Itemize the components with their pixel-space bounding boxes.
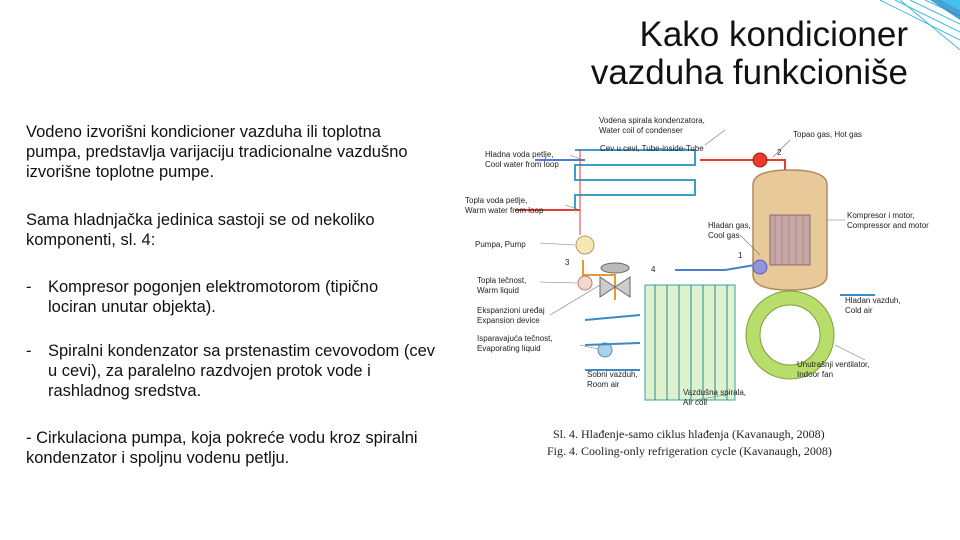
intro-paragraph — [26, 122, 446, 182]
label-pump: Pumpa, Pump — [475, 240, 526, 249]
label-number-4: 4 — [651, 265, 656, 274]
label-number-2: 2 — [777, 148, 782, 157]
label-number-1: 1 — [738, 251, 743, 260]
title-line-2: vazduha funkcioniše — [590, 53, 908, 92]
label-cool-gas-2: Cool gas — [708, 231, 740, 240]
paragraph-3: - Cirkulaciona pumpa, koja pokreće vodu kroz spiralni kondenzator i spoljnu vodenu petlju. — [26, 429, 418, 467]
pump — [576, 236, 594, 254]
label-number-3: 3 — [565, 258, 570, 267]
label-warm-water-2: Warm water from loop — [465, 206, 544, 215]
refrigeration-cycle-diagram — [455, 105, 955, 475]
suction-pipe — [675, 265, 755, 270]
label-expansion-2: Expansion device — [477, 316, 540, 325]
label-room-air-2: Room air — [587, 380, 620, 389]
label-room-air-1: Sobni vazduh, — [587, 370, 638, 379]
air-coil — [645, 285, 735, 400]
water-coil-condenser — [575, 150, 695, 235]
label-air-coil-1: Vazdušna spirala, — [683, 388, 746, 397]
label-cold-air-2: Cold air — [845, 306, 873, 315]
hot-gas-marker — [753, 153, 767, 167]
label-evaporating-1: Isparavajuća tečnost, — [477, 334, 553, 343]
label-fan-2: Indoor fan — [797, 370, 834, 379]
caption-english: Fig. 4. Cooling-only refrigeration cycle (Kavanaugh, 2008) — [547, 444, 832, 458]
label-cold-air-1: Hladan vazduh, — [845, 296, 901, 305]
label-cold-water-2: Cool water from loop — [485, 160, 559, 169]
label-hot-gas: Topao gas, Hot gas — [793, 130, 862, 139]
label-compressor-1: Kompresor i motor, — [847, 211, 915, 220]
label-air-coil-2: Air coil — [683, 398, 708, 407]
components-paragraph — [26, 210, 446, 250]
label-compressor-2: Compressor and motor — [847, 221, 929, 230]
label-cold-water-1: Hladna voda petlje, — [485, 150, 554, 159]
bullet-text: Kompresor pogonjen elektromotorom (tipično lociran unutar objekta). — [48, 278, 379, 316]
bullet-dash: - — [26, 278, 32, 296]
label-fan-1: Unutrašnji ventilator, — [797, 360, 870, 369]
warm-liquid-marker — [578, 276, 592, 290]
bullet-text: Spiralni kondenzator sa prstenastim cevovodom (cev u cevi), za paralelno razdvojen protok vode i rashladnog sredstva. — [48, 342, 436, 400]
label-expansion-1: Ekspanzioni uređaj — [477, 306, 545, 315]
pump-paragraph — [26, 428, 446, 468]
label-evaporating-2: Evaporating liquid — [477, 344, 541, 353]
paragraph-1: Vodeno izvorišni kondicioner vazduha ili toplotna pumpa, predstavlja varijaciju tradicionalne vazdušno izvorišne toplotne pumpe. — [26, 123, 408, 181]
title-line-1: Kako kondicioner — [639, 15, 908, 54]
label-cool-gas-1: Hladan gas, — [708, 221, 751, 230]
bullet-dash: - — [26, 342, 32, 360]
caption-serbian: Sl. 4. Hlađenje-samo ciklus hlađenja (Kavanaugh, 2008) — [553, 427, 825, 441]
cool-gas-marker — [753, 260, 767, 274]
label-warm-water-1: Topla voda petlje, — [465, 196, 528, 205]
page-title — [591, 16, 908, 92]
label-coil-2: Water coil of condenser — [599, 126, 683, 135]
label-warm-liquid-1: Topla tečnost, — [477, 276, 527, 285]
paragraph-2: Sama hladnjačka jedinica sastoji se od nekoliko komponenti, sl. 4: — [26, 211, 375, 249]
label-tube: Cev u cevi, Tube-inside-Tube — [600, 144, 704, 153]
label-coil-1: Vodena spirala kondenzatora, — [599, 116, 705, 125]
label-warm-liquid-2: Warm liquid — [477, 286, 519, 295]
